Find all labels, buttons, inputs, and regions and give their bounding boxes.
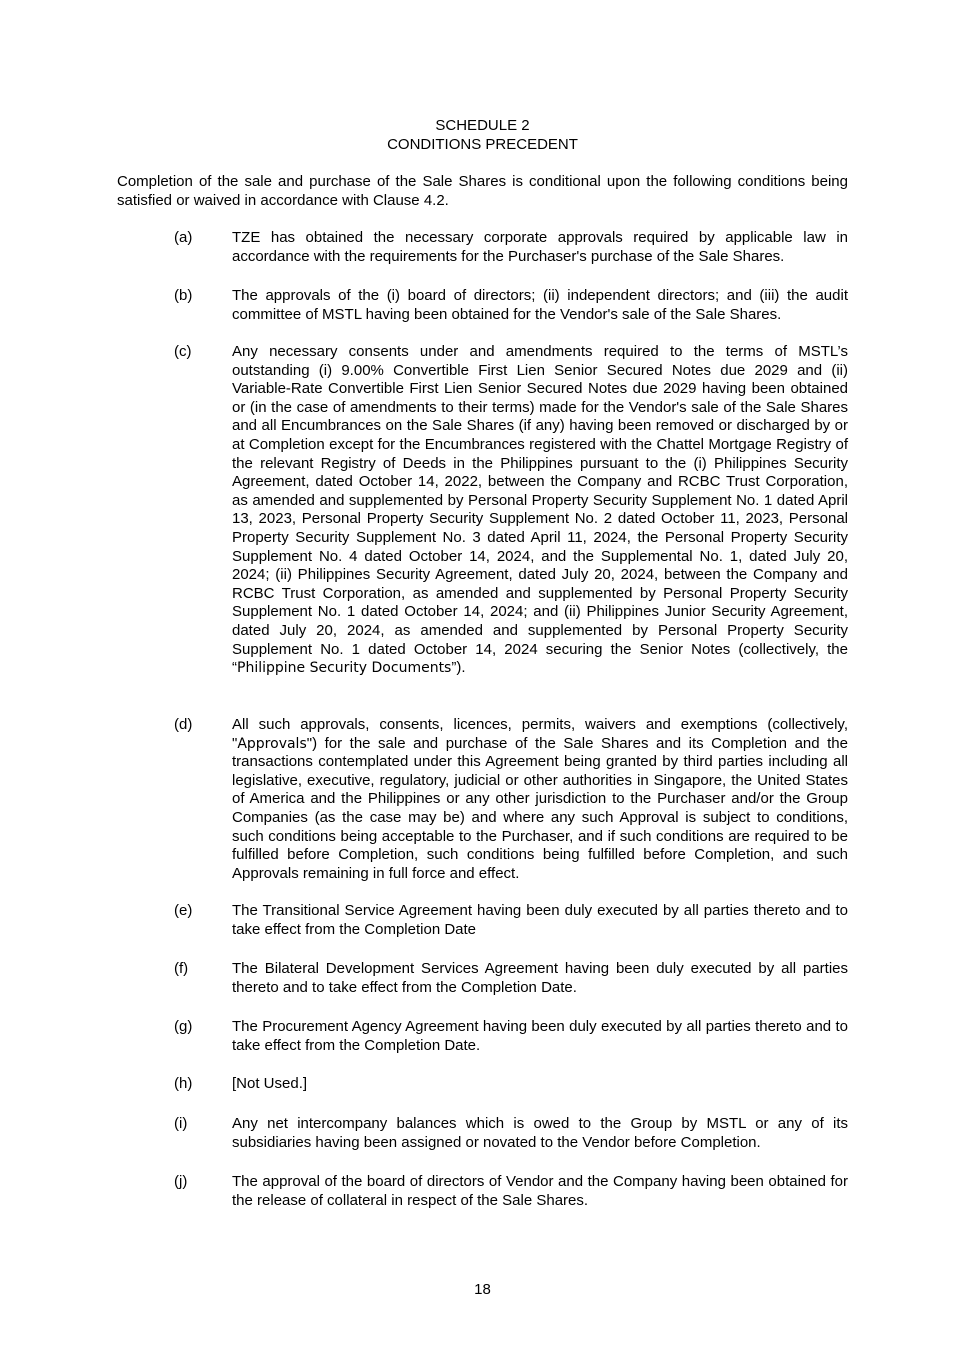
condition-text: TZE has obtained the necessary corporate approvals required by applicable law in accordance with the requirements for the Purchaser's purchase of the Sale Shares. bbox=[232, 229, 848, 265]
condition-label: (i) bbox=[174, 1115, 188, 1132]
condition-text: The Procurement Agency Agreement having been duly executed by all parties thereto and to take effect from the Completion Date. bbox=[232, 1018, 848, 1054]
condition-text-part: All such approvals, consents, licences, permits, waivers and exemptions (collectively, " bbox=[232, 716, 848, 752]
condition-text bbox=[232, 716, 848, 883]
condition-item bbox=[174, 1115, 848, 1152]
condition-text: The approval of the board of directors of Vendor and the Company having been obtained for the release of collateral in respect of the Sale Shares. bbox=[232, 1173, 848, 1209]
condition-label: (h) bbox=[174, 1075, 193, 1092]
schedule-heading: SCHEDULE 2 bbox=[435, 117, 530, 134]
condition-item bbox=[174, 716, 848, 883]
condition-text: The Transitional Service Agreement having been duly executed by all parties thereto and to take effect from the Completion Date bbox=[232, 902, 848, 938]
defined-term: Philippine Security Documents bbox=[237, 660, 452, 677]
condition-item bbox=[174, 960, 848, 997]
condition-text: Any net intercompany balances which is owed to the Group by MSTL or any of its subsidiaries having been assigned or novated to the Vendor before Completion. bbox=[232, 1115, 848, 1151]
condition-item bbox=[174, 1173, 848, 1210]
condition-item bbox=[174, 1075, 848, 1094]
condition-text bbox=[232, 343, 848, 678]
page-title: CONDITIONS PRECEDENT bbox=[387, 136, 578, 153]
condition-text: The approvals of the (i) board of directors; (ii) independent directors; and (iii) the audit committee of MSTL having been obtained for the Vendor's sale of the Sale Shares. bbox=[232, 287, 848, 323]
condition-label: (c) bbox=[174, 343, 192, 360]
intro-paragraph: Completion of the sale and purchase of the Sale Shares is conditional upon the following conditions being satisfied or waived in accordance with Clause 4.2. bbox=[117, 173, 848, 209]
condition-text-part: ”). bbox=[451, 659, 466, 677]
condition-item bbox=[174, 287, 848, 324]
page-number: 18 bbox=[474, 1281, 491, 1298]
condition-text: The Bilateral Development Services Agreement having been duly executed by all parties thereto and to take effect from the Completion Date. bbox=[232, 960, 848, 996]
condition-item bbox=[174, 1018, 848, 1055]
condition-item bbox=[174, 229, 848, 266]
condition-text-part: Any necessary consents under and amendments required to the terms of MSTL’s outstanding (i) 9.00% Convertible First Lien Senior Secured Notes due 2029 and (ii) Variable-Rate Convertible First Lien Senior Secured Notes due 2029 having been obtained or (in the case of amendments to their terms) made for the Vendor's sale of the Sale Shares and all Encumbrances on the Sale Shares (if any) having been removed or discharged by or at Completion except for the Encumbrances registered with the Chattel Mortgage Registry of the relevant Registry of Deeds in the Philippines pursuant to the (i) Philippines Security Agreement, dated October 14, 2022, between the Company and RCBC Trust Corporation, as amended and supplemented by Personal Property Security Supplement No. 1 dated April 13, 2023, Personal Property Security Supplement No. 2 dated October 11, 2023, Personal Property Security Supplement No. 3 dated April 11, 2024, the Personal Property Security Supplement No. 4 dated October 14, 2024, and the Supplemental No. 1, dated July 20, 2024; (ii) Philippines Security Agreement, dated July 20, 2024, between the Company and RCBC Trust Corporation, as amended and supplemented by Personal Property Security Supplement No. 1 dated October 14, 2024; and (ii) Philippines Junior Security Agreement, dated July 20, 2024, as amended and supplemented by Personal Property Security Supplement No. 1 dated October 14, 2024 securing the Senior Notes (collectively, the “ bbox=[232, 343, 848, 677]
condition-item bbox=[174, 343, 848, 678]
condition-label: (e) bbox=[174, 902, 193, 919]
condition-label: (a) bbox=[174, 229, 193, 246]
condition-label: (j) bbox=[174, 1173, 188, 1190]
condition-item bbox=[174, 902, 848, 939]
defined-term: Approvals bbox=[237, 735, 307, 752]
condition-label: (d) bbox=[174, 716, 193, 733]
condition-label: (f) bbox=[174, 960, 189, 977]
condition-text-part: ") for the sale and purchase of the Sale Shares and its Completion and the transactions contemplated under this Agreement being granted by third parties including all legislative, executive, regulatory, judicial or other authorities in Singapore, the United States of America and the Philippines or any other jurisdiction to the Purchaser and/or the Group Companies (as the case may be) and where any such Approval is subject to conditions, such conditions being acceptable to the Purchaser, and if such conditions are required to be fulfilled before Completion, such conditions being fulfilled before Completion, and such Approvals remaining in full force and effect. bbox=[232, 734, 848, 882]
condition-label: (g) bbox=[174, 1018, 193, 1035]
condition-text: [Not Used.] bbox=[232, 1075, 308, 1092]
condition-label: (b) bbox=[174, 287, 193, 304]
